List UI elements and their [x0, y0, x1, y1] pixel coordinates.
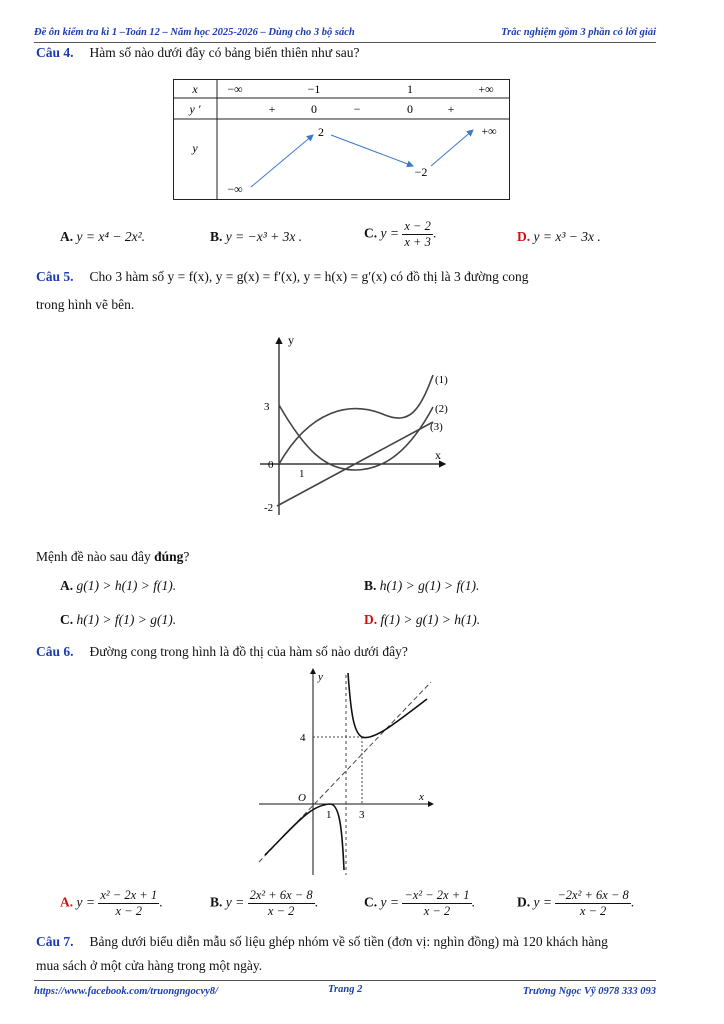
- q6-y-label: y: [318, 671, 323, 683]
- q4-a-letter: A.: [60, 229, 74, 244]
- tbl-yp-c0: +: [268, 102, 276, 116]
- page-footer: [34, 980, 656, 1001]
- q5-curve-label-1: (1): [435, 374, 448, 386]
- q4-d-text: y = x³ − 3x .: [533, 229, 601, 244]
- tbl-y-c3: +∞: [481, 124, 497, 138]
- q4-label: Câu 4.: [36, 45, 74, 60]
- q4-c-lhs: y =: [380, 225, 399, 241]
- q4-option-c[interactable]: C. y = $\frac{x - 2}{x + 3}$ .: [364, 219, 437, 249]
- q4-d-letter: D.: [517, 229, 531, 244]
- q6-origin: O: [298, 792, 306, 804]
- q5-text1: Cho 3 hàm số y = f(x), y = g(x) = f′(x), y = h(x) = g′(x) có đồ thị là 3 đường cong: [89, 269, 529, 284]
- tbl-x-head: x: [192, 82, 198, 96]
- q5-label: Câu 5.: [36, 269, 74, 284]
- q5-curve-label-3: (3): [430, 421, 443, 433]
- q4-a-text: y = x⁴ − 2x².: [76, 229, 146, 244]
- tbl-y-c2: −2: [414, 165, 428, 179]
- footer-author: Trương Ngọc Vỹ 0978 333 093: [522, 986, 656, 997]
- q5-option-c[interactable]: C. h(1) > f(1) > g(1).: [60, 612, 177, 627]
- tbl-yp-c2: −: [353, 102, 361, 116]
- tbl-yp-c4: +: [447, 102, 455, 116]
- q5-prompt-bold: đúng: [154, 549, 184, 564]
- q5-x-label: x: [435, 448, 441, 462]
- graph-right-branch: [348, 673, 427, 738]
- q6-graph: [255, 665, 435, 877]
- q7-text2: mua sách ở một cửa hàng trong một ngày.: [36, 958, 263, 973]
- q6-graph-svg: [255, 665, 435, 877]
- q5-prompt: Mệnh đề nào sau đây đúng?: [36, 549, 190, 564]
- tbl-y-c1: 2: [318, 125, 324, 139]
- q6-line: [36, 643, 408, 661]
- curve-1: [279, 375, 433, 464]
- q6-option-b[interactable]: B. y = $\frac{\text{2x² + 6x − 8}}{x - 2}$ .: [210, 888, 318, 918]
- footer-page: Trang 2: [328, 984, 363, 995]
- tbl-y-head: y: [192, 141, 198, 155]
- variation-table-svg: [173, 79, 510, 200]
- page-header: [34, 26, 656, 43]
- tbl-yp-c1: 0: [311, 102, 317, 116]
- arrow-up-1: [251, 135, 313, 187]
- q6-tick-4: 4: [300, 732, 306, 744]
- q4-b-letter: B.: [210, 229, 223, 244]
- q4-text: Hàm số nào dưới đây có bảng biến thiên như sau?: [89, 45, 360, 60]
- tbl-x-c0: −∞: [227, 82, 243, 96]
- q6-text: Đường cong trong hình là đồ thị của hàm số nào dưới đây?: [89, 644, 408, 659]
- q6-option-d[interactable]: D. y = $\frac{\text{−2x² + 6x − 8}}{x - 2}$ .: [517, 888, 635, 918]
- q6-x-label: x: [419, 791, 424, 803]
- q5-tick-3: 3: [264, 401, 270, 413]
- q5-line1: [36, 268, 656, 286]
- tbl-yp-c3: 0: [407, 102, 413, 116]
- q7-text1: Bảng dưới biểu diễn mẫu số liệu ghép nhóm về số tiền (đơn vị: nghìn đồng) mà 120 khách hàng: [89, 934, 608, 949]
- tbl-x-c3: +∞: [478, 82, 494, 96]
- footer-link[interactable]: https://www.facebook.com/truongngocvy8/: [34, 986, 218, 997]
- q4-option-a[interactable]: [60, 229, 145, 245]
- arrow-down: [331, 135, 413, 166]
- q7-label: Câu 7.: [36, 934, 74, 949]
- q5-option-b[interactable]: B. h(1) > g(1) > f(1).: [364, 578, 480, 593]
- q6-tick-1: 1: [326, 809, 332, 821]
- q6-option-c[interactable]: C. y = $\frac{\text{−x² − 2x + 1}}{x - 2}$ .: [364, 888, 475, 918]
- q5-y-label: y: [288, 333, 294, 347]
- q5-option-d[interactable]: D. f(1) > g(1) > h(1).: [364, 612, 481, 627]
- q5-tick-m2: -2: [264, 502, 274, 514]
- q7-line1: [36, 933, 666, 951]
- q5-curve-label-2: (2): [435, 403, 448, 415]
- q5-text2: trong hình vẽ bên.: [36, 297, 135, 312]
- arrow-up-2: [431, 130, 473, 166]
- header-left: Đề ôn kiểm tra kì 1 –Toán 12 – Năm học 2025-2026 – Dùng cho 3 bộ sách: [34, 27, 355, 38]
- tbl-x-c1: −1: [307, 82, 321, 96]
- q4-c-fraction: $\frac{x - 2}{x + 3}$: [404, 219, 431, 249]
- tbl-yp-head: y ': [189, 102, 201, 116]
- q5-option-a[interactable]: A. g(1) > h(1) > f(1).: [60, 578, 177, 593]
- q4-b-text: y = −x³ + 3x .: [225, 229, 303, 244]
- q6-option-a[interactable]: A. y = $\frac{\text{x² − 2x + 1}}{x - 2}$ .: [60, 888, 163, 918]
- tbl-y-c0: −∞: [227, 182, 243, 196]
- q5-graph: [255, 330, 455, 520]
- q6-label: Câu 6.: [36, 644, 74, 659]
- tbl-x-c2: 1: [407, 82, 413, 96]
- q4-variation-table: [173, 79, 510, 200]
- q4-option-d[interactable]: [517, 229, 601, 245]
- q5-tick-0: 0: [268, 459, 274, 471]
- q5-tick-1: 1: [299, 468, 305, 480]
- q4-option-b[interactable]: [210, 229, 302, 245]
- q5-graph-svg: [255, 330, 455, 520]
- q4-line: [36, 44, 359, 62]
- q4-c-letter: C.: [364, 225, 378, 241]
- header-right: Trắc nghiệm gồm 3 phần có lời giải: [501, 27, 656, 38]
- q6-tick-3: 3: [359, 809, 365, 821]
